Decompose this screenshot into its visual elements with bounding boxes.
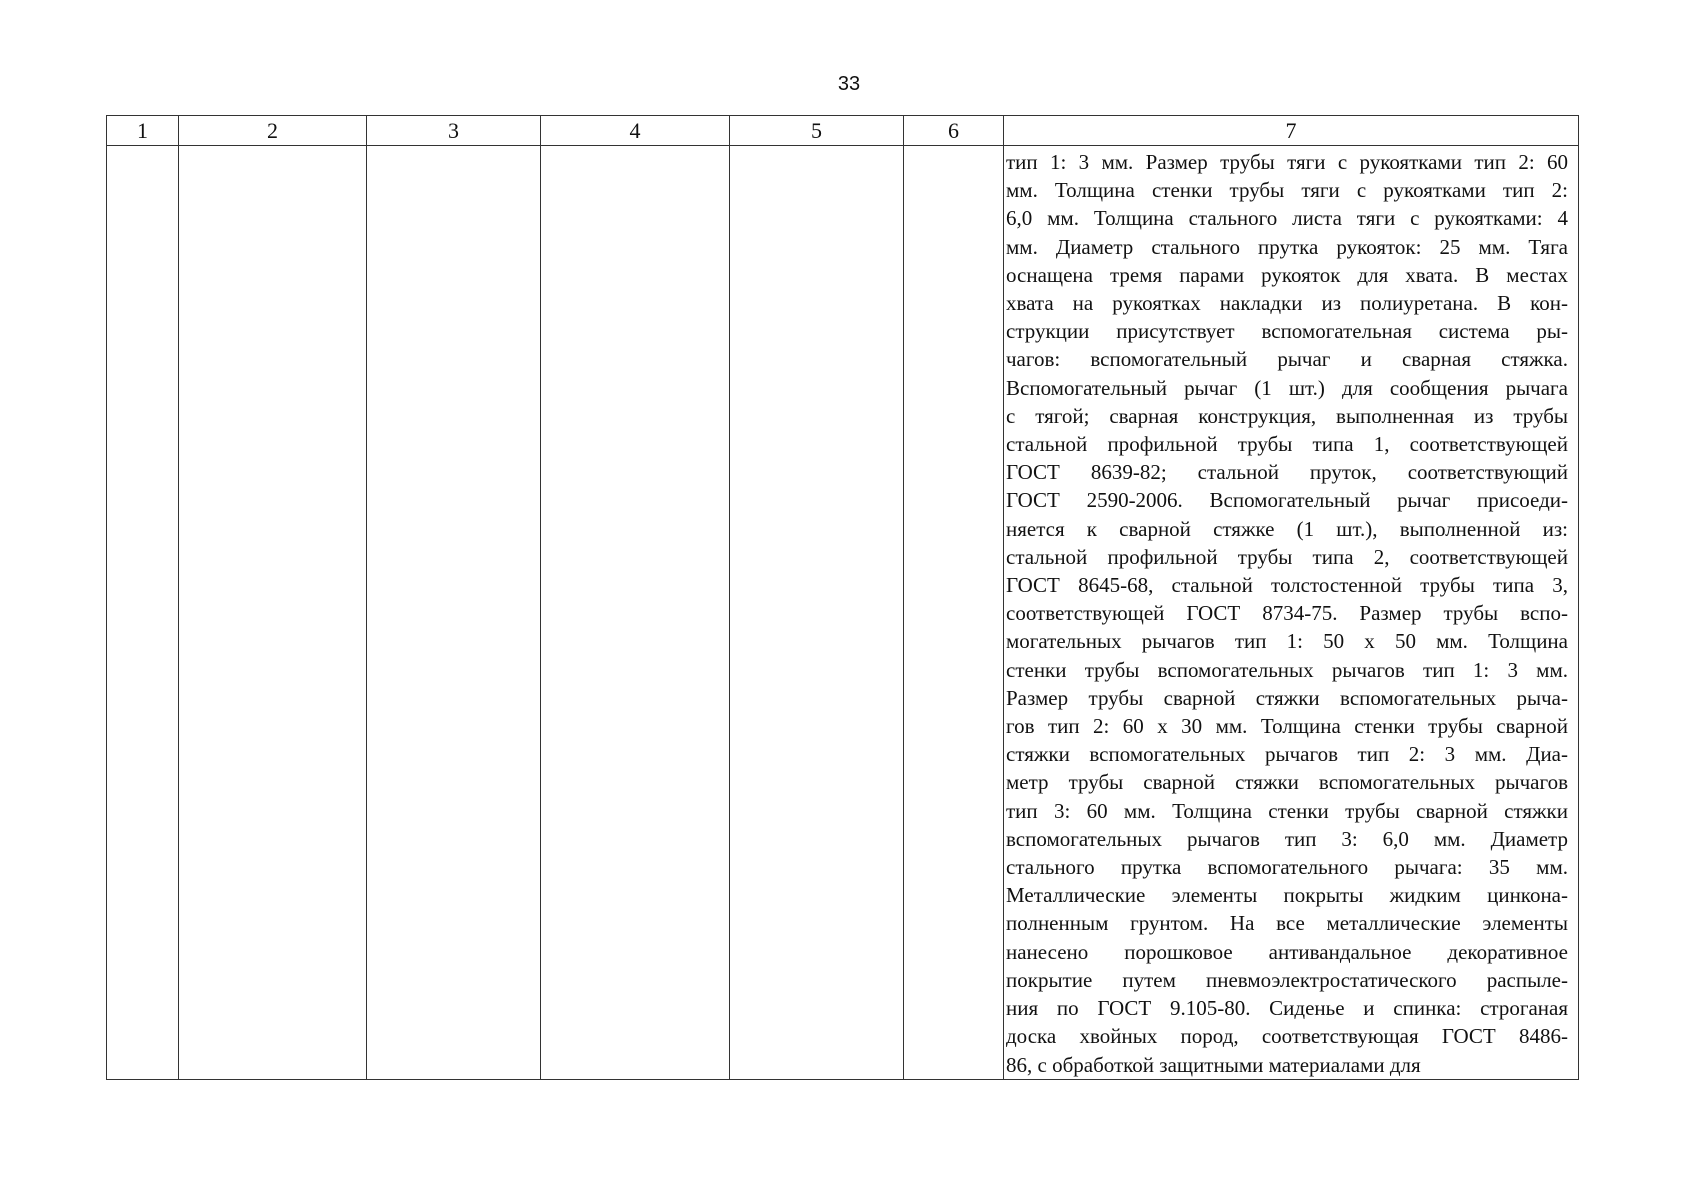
description-line: могательных рычагов тип 1: 50 х 50 мм. Толщина bbox=[1006, 629, 1568, 654]
description-line: доска хвойных пород, соответствующая ГОСТ 8486- bbox=[1006, 1024, 1568, 1049]
description-line: 86, с обработкой защитными материалами для bbox=[1006, 1052, 1421, 1077]
description-line: стального прутка вспомогательного рычага: 35 мм. bbox=[1006, 855, 1568, 880]
description-line: вспомогательных рычагов тип 3: 6,0 мм. Диаметр bbox=[1006, 826, 1568, 851]
description-line: покрытие путем пневмоэлектростатического распыле- bbox=[1006, 967, 1568, 992]
description-line: хвата на рукоятках накладки из полиуретана. В кон- bbox=[1006, 291, 1568, 316]
description-line: стальной профильной трубы типа 1, соответствующей bbox=[1006, 432, 1568, 457]
column-header-4: 4 bbox=[541, 116, 730, 146]
table-cell-col-1 bbox=[107, 146, 179, 1080]
description-text bbox=[1006, 148, 1568, 1079]
description-line: струкции присутствует вспомогательная система ры- bbox=[1006, 319, 1568, 344]
description-line: стенки трубы вспомогательных рычагов тип 1: 3 мм. bbox=[1006, 657, 1568, 682]
column-header-3: 3 bbox=[367, 116, 541, 146]
description-line: тип 3: 60 мм. Толщина стенки трубы сварной стяжки bbox=[1006, 798, 1568, 823]
description-line: оснащена тремя парами рукояток для хвата. В местах bbox=[1006, 262, 1568, 287]
column-header-7: 7 bbox=[1004, 116, 1579, 146]
description-line: ГОСТ 2590-2006. Вспомогательный рычаг присоеди- bbox=[1006, 488, 1568, 513]
table-cell-col-3 bbox=[367, 146, 541, 1080]
description-line: ГОСТ 8639-82; стальной пруток, соответствующий bbox=[1006, 460, 1568, 485]
description-line: метр трубы сварной стяжки вспомогательных рычагов bbox=[1006, 770, 1568, 795]
table-cell-col-4 bbox=[541, 146, 730, 1080]
table-cell-col-2 bbox=[179, 146, 367, 1080]
table-row bbox=[107, 146, 1579, 1080]
description-line: соответствующей ГОСТ 8734-75. Размер трубы вспо- bbox=[1006, 601, 1568, 626]
description-line: гов тип 2: 60 х 30 мм. Толщина стенки трубы сварной bbox=[1006, 714, 1568, 739]
description-line: нанесено порошковое антивандальное декоративное bbox=[1006, 939, 1568, 964]
description-line: мм. Толщина стенки трубы тяги с рукоятками тип 2: bbox=[1006, 178, 1568, 203]
table-cell-col-5 bbox=[730, 146, 904, 1080]
description-line: ГОСТ 8645-68, стальной толстостенной трубы типа 3, bbox=[1006, 573, 1568, 598]
table-header-row bbox=[107, 116, 1579, 146]
column-header-6: 6 bbox=[904, 116, 1004, 146]
description-line: с тягой; сварная конструкция, выполненная из трубы bbox=[1006, 403, 1568, 428]
description-line: няется к сварной стяжке (1 шт.), выполненной из: bbox=[1006, 516, 1568, 541]
description-line: Размер трубы сварной стяжки вспомогательных рыча- bbox=[1006, 685, 1568, 710]
page-number: 33 bbox=[837, 73, 861, 95]
description-line: чагов: вспомогательный рычаг и сварная стяжка. bbox=[1006, 347, 1568, 372]
column-header-5: 5 bbox=[730, 116, 904, 146]
table-cell-col-7 bbox=[1004, 146, 1579, 1080]
column-header-2: 2 bbox=[179, 116, 367, 146]
description-line: стальной профильной трубы типа 2, соответствующей bbox=[1006, 544, 1568, 569]
description-line: 6,0 мм. Толщина стального листа тяги с рукоятками: 4 bbox=[1006, 206, 1568, 231]
description-line: Металлические элементы покрыты жидким цинкона- bbox=[1006, 883, 1568, 908]
spec-table bbox=[106, 115, 1579, 1080]
description-line: мм. Диаметр стального прутка рукояток: 25 мм. Тяга bbox=[1006, 234, 1568, 259]
description-line: тип 1: 3 мм. Размер трубы тяги с рукоятками тип 2: 60 bbox=[1006, 150, 1568, 174]
table-cell-col-6 bbox=[904, 146, 1004, 1080]
description-line: Вспомогательный рычаг (1 шт.) для сообщения рычага bbox=[1006, 375, 1568, 400]
description-line: ния по ГОСТ 9.105-80. Сиденье и спинка: строганая bbox=[1006, 996, 1568, 1021]
description-line: стяжки вспомогательных рычагов тип 2: 3 мм. Диа- bbox=[1006, 742, 1568, 767]
column-header-1: 1 bbox=[107, 116, 179, 146]
description-line: полненным грунтом. На все металлические элементы bbox=[1006, 911, 1568, 936]
